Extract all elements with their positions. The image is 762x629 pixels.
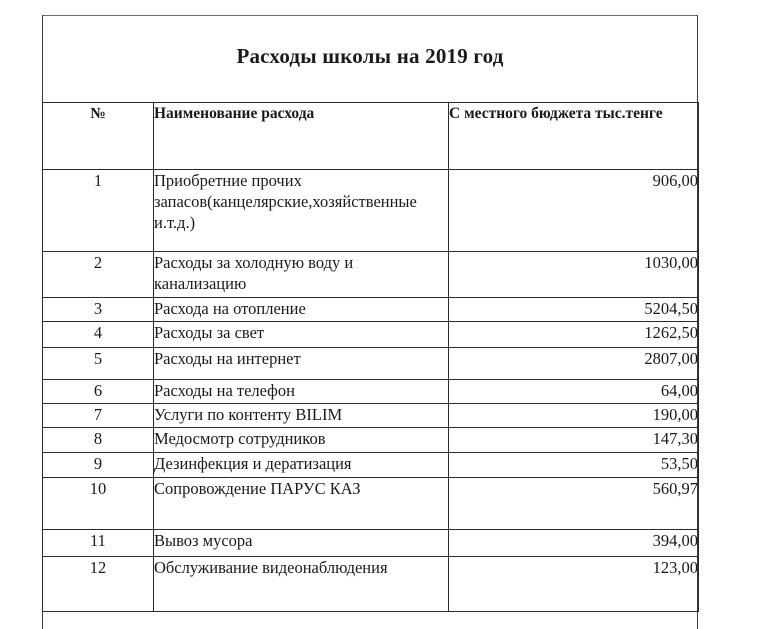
row-name: Дезинфекция и дератизация — [154, 453, 449, 478]
row-number: 1 — [43, 170, 154, 252]
row-name: Вывоз мусора — [154, 530, 449, 557]
row-value: 123,00 — [449, 557, 699, 612]
row-number: 5 — [43, 348, 154, 380]
row-name: Обслуживание видеонаблюдения — [154, 557, 449, 612]
row-name: Расхода на отопление — [154, 298, 449, 322]
row-value: 560,97 — [449, 478, 699, 530]
row-value: 1262,50 — [449, 322, 699, 348]
table-row — [43, 252, 699, 298]
table-row — [43, 348, 699, 380]
row-name: Расходы за свет — [154, 322, 449, 348]
row-name: Сопровождение ПАРУС КАЗ — [154, 478, 449, 530]
row-name: Расходы на интернет — [154, 348, 449, 380]
row-value: 190,00 — [449, 404, 699, 428]
row-name: Расходы на телефон — [154, 380, 449, 404]
header-name: Наименование расхода — [154, 103, 449, 170]
table-header-row — [43, 103, 699, 170]
row-value: 53,50 — [449, 453, 699, 478]
header-budget: С местного бюджета тыс.тенге — [449, 103, 699, 170]
row-number: 8 — [43, 428, 154, 453]
row-value: 5204,50 — [449, 298, 699, 322]
row-number: 11 — [43, 530, 154, 557]
table-row — [43, 478, 699, 530]
row-number: 10 — [43, 478, 154, 530]
frame-top-border — [42, 15, 697, 16]
row-value: 906,00 — [449, 170, 699, 252]
row-number: 4 — [43, 322, 154, 348]
header-number: № — [43, 103, 154, 170]
row-number: 9 — [43, 453, 154, 478]
document-title: Расходы школы на 2019 год — [236, 44, 504, 68]
row-name: Расходы за холодную воду и канализацию — [154, 252, 449, 298]
row-value: 147,30 — [449, 428, 699, 453]
row-number: 3 — [43, 298, 154, 322]
row-number: 6 — [43, 380, 154, 404]
row-value: 1030,00 — [449, 252, 699, 298]
row-value: 2807,00 — [449, 348, 699, 380]
table-row — [43, 453, 699, 478]
table-row — [43, 557, 699, 612]
row-number: 12 — [43, 557, 154, 612]
row-value: 394,00 — [449, 530, 699, 557]
row-name: Медосмотр сотрудников — [154, 428, 449, 453]
table-row — [43, 530, 699, 557]
table-row — [43, 322, 699, 348]
table-row — [43, 170, 699, 252]
table-row — [43, 404, 699, 428]
row-number: 2 — [43, 252, 154, 298]
row-name: Услуги по контенту BILIM — [154, 404, 449, 428]
row-name: Приобретние прочих запасов(канцелярские,хозяйственные и.т.д.) — [154, 170, 449, 252]
expenses-table — [42, 102, 699, 612]
table-row — [43, 428, 699, 453]
row-number: 7 — [43, 404, 154, 428]
row-value: 64,00 — [449, 380, 699, 404]
table-row — [43, 380, 699, 404]
table-row — [43, 298, 699, 322]
